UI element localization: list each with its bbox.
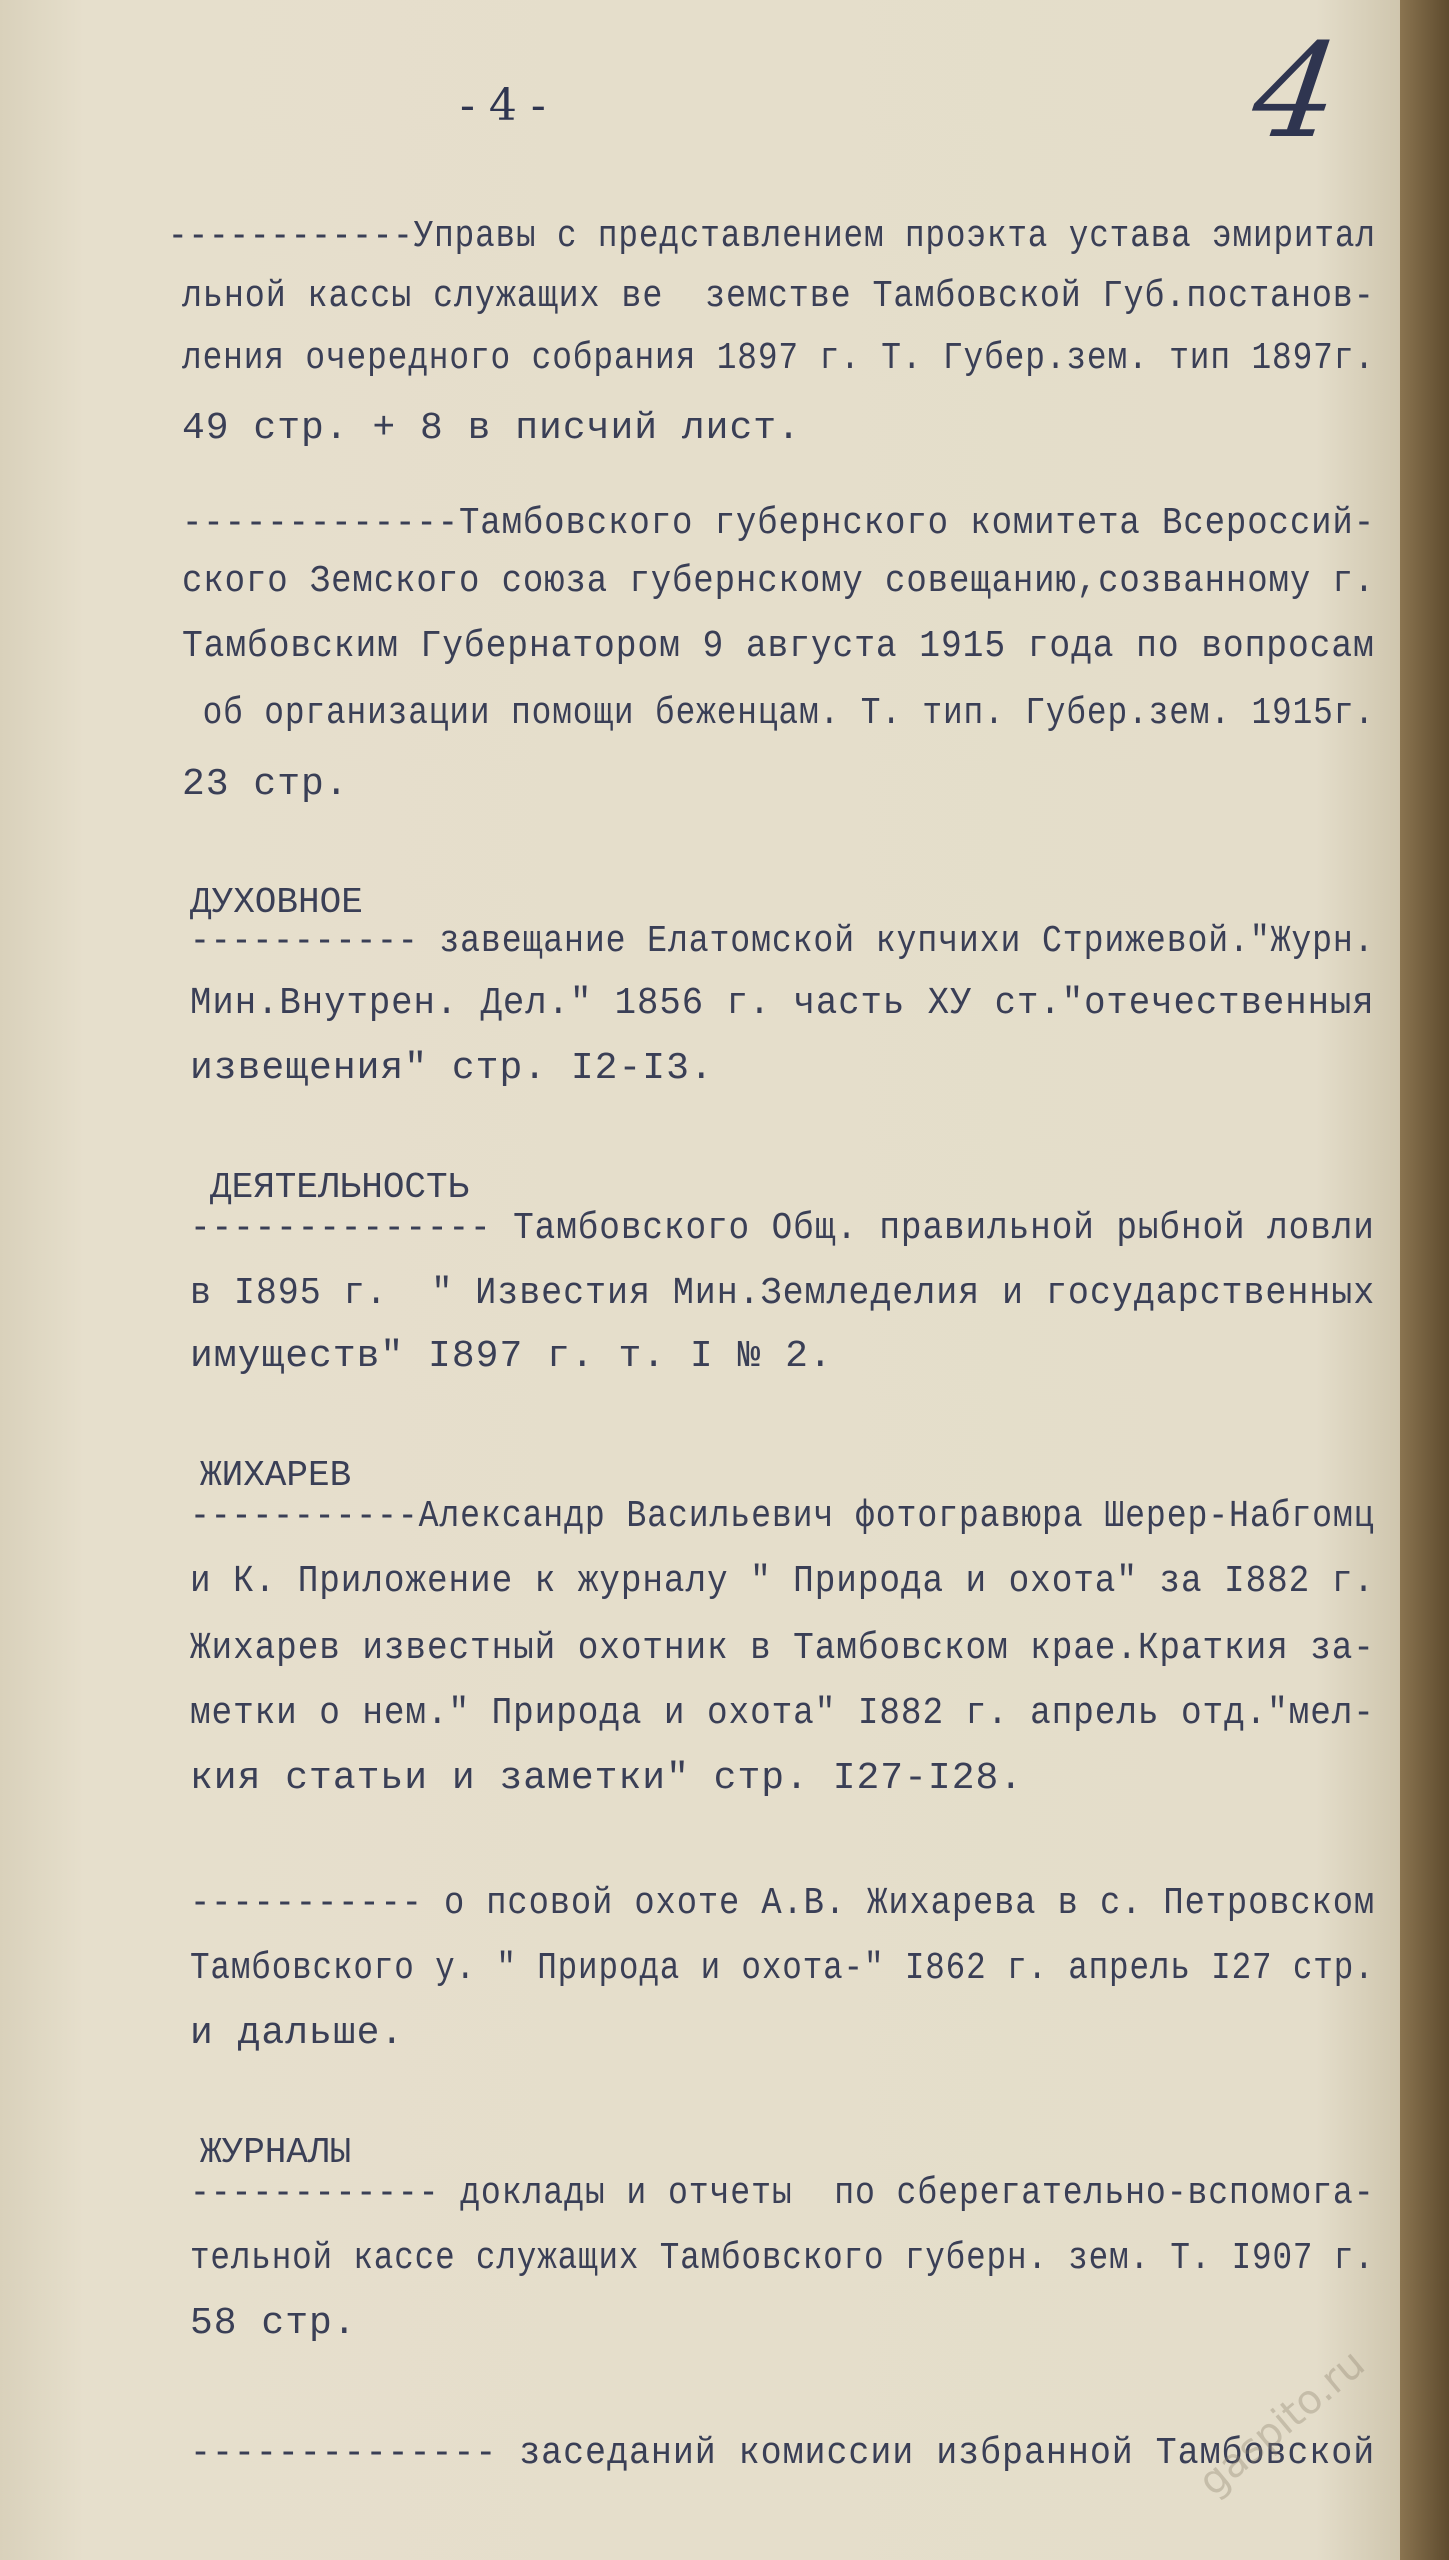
section-heading: ДЕЯТЕЛЬНОСТЬ [210,1167,470,1208]
text-line: -----------Александр Васильевич фотогравюра Шерер-Набгомц [190,1495,1375,1538]
section-heading: ЖУРНАЛЫ [200,2132,352,2173]
text-line: -------------- Тамбовского Общ. правильной рыбной ловли [190,1207,1375,1250]
text-line: Мин.Внутрен. Дел." 1856 г. часть ХУ ст."отечественныя [190,982,1375,1025]
text-line: в I895 г. " Известия Мин.Земледелия и государственных [190,1272,1376,1315]
text-line: -------------Тамбовского губернского комитета Всероссий- [182,502,1376,545]
section-heading: ЖИХАРЕВ [200,1455,352,1496]
text-line: Жихарев известный охотник в Тамбовском крае.Краткия за- [190,1627,1375,1670]
section-heading: ДУХОВНОЕ [190,882,363,923]
watermark: gaspito.ru [1190,2340,1374,2506]
text-line: Тамбовским Губернатором 9 августа 1915 года по вопросам [182,625,1375,668]
page-edge [1400,0,1449,2560]
text-line: и К. Приложение к журналу " Природа и охота" за I882 г. [190,1560,1375,1603]
text-line: льной кассы служащих ве земстве Тамбовской Губ.постанов- [182,275,1375,318]
text-line: извещения" стр. I2-I3. [190,1047,714,1090]
text-line: ----------- завещание Елатомской купчихи Стрижевой."Журн. [190,920,1375,963]
page-number: - 4 - [460,80,546,131]
text-line: 49 стр. + 8 в писчий лист. [182,407,801,450]
text-line: ления очередного собрания 1897 г. Т. Губер.зем. тип 1897г. [182,337,1375,380]
text-line: и дальше. [190,2012,405,2055]
text-line: кия статьи и заметки" стр. I27-I28. [190,1757,1024,1800]
text-line: имуществ" I897 г. т. I № 2. [190,1335,833,1378]
text-line: 23 стр. [182,763,349,806]
text-line: -------------- заседаний комиссии избранной Тамбовской [190,2432,1376,2475]
text-line: тельной кассе служащих Тамбовского губерн. зем. Т. I907 г. [190,2237,1375,2280]
text-line: ----------- о псовой охоте А.В. Жихарева в с. Петровском [190,1882,1376,1925]
text-line: 58 стр. [190,2302,357,2345]
text-line: об организации помощи беженцам. Т. тип. Губер.зем. 1915г. [182,692,1375,735]
text-line: ------------Управы с представлением проэкта устава эмиритал [168,215,1376,258]
text-line: ского Земского союза губернскому совещанию,созванному г. [182,560,1376,603]
text-line: метки о нем." Природа и охота" I882 г. апрель отд."мел- [190,1692,1375,1735]
text-line: Тамбовского у. " Природа и охота-" I862 г. апрель I27 стр. [190,1947,1375,1990]
text-line: ------------ доклады и отчеты по сберегательно-вспомога- [190,2172,1375,2215]
handwritten-page-number: 4 [1244,15,1349,167]
